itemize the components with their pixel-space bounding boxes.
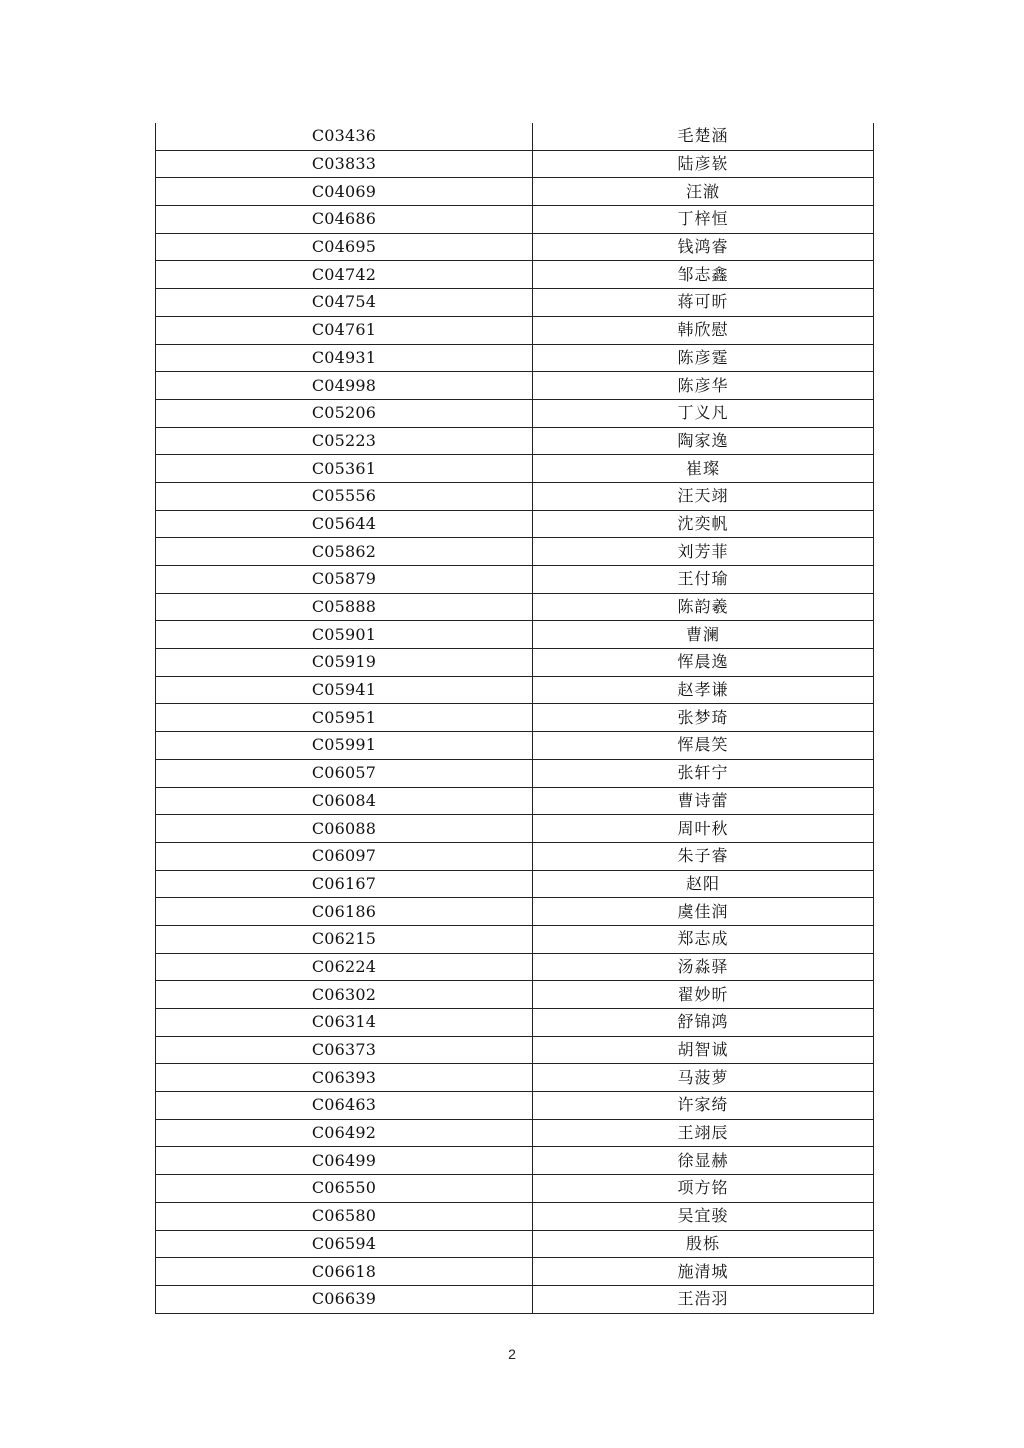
candidate-id-cell: C06302 [156, 981, 533, 1009]
table-row [156, 870, 874, 898]
table-row [156, 732, 874, 760]
candidate-name-cell: 丁梓恒 [533, 206, 874, 234]
candidate-name-cell: 蒋可昕 [533, 289, 874, 317]
table-row [156, 1175, 874, 1203]
candidate-name-cell: 马菠萝 [533, 1064, 874, 1092]
table-row [156, 289, 874, 317]
table-row [156, 316, 874, 344]
candidate-name-cell: 郑志成 [533, 925, 874, 953]
candidate-id-cell: C05879 [156, 566, 533, 594]
candidate-id-cell: C06393 [156, 1064, 533, 1092]
candidate-id-cell: C06097 [156, 842, 533, 870]
candidate-id-cell: C05901 [156, 621, 533, 649]
table-row [156, 621, 874, 649]
candidate-name-cell: 曹澜 [533, 621, 874, 649]
candidate-id-cell: C06499 [156, 1147, 533, 1175]
table-row [156, 1119, 874, 1147]
candidate-id-cell: C04931 [156, 344, 533, 372]
candidate-id-cell: C06314 [156, 1009, 533, 1037]
candidate-name-cell: 吴宜骏 [533, 1202, 874, 1230]
table-row [156, 1258, 874, 1286]
candidate-id-cell: C05206 [156, 399, 533, 427]
candidate-id-cell: C05862 [156, 538, 533, 566]
table-row [156, 206, 874, 234]
table-row [156, 815, 874, 843]
candidate-name-cell: 殷栎 [533, 1230, 874, 1258]
table-row [156, 150, 874, 178]
table-row [156, 538, 874, 566]
candidate-name-cell: 赵阳 [533, 870, 874, 898]
candidate-name-cell: 王付瑜 [533, 566, 874, 594]
candidate-name-cell: 陶家逸 [533, 427, 874, 455]
candidate-name-cell: 翟妙昕 [533, 981, 874, 1009]
candidate-id-cell: C04742 [156, 261, 533, 289]
candidate-id-cell: C04695 [156, 233, 533, 261]
table-row [156, 1036, 874, 1064]
table-row [156, 123, 874, 150]
candidate-name-cell: 沈奕帆 [533, 510, 874, 538]
candidate-id-cell: C06084 [156, 787, 533, 815]
candidate-name-cell: 刘芳菲 [533, 538, 874, 566]
candidate-name-cell: 周叶秋 [533, 815, 874, 843]
table-row [156, 261, 874, 289]
table-row [156, 1285, 874, 1313]
candidate-id-cell: C06580 [156, 1202, 533, 1230]
candidate-name-cell: 邹志鑫 [533, 261, 874, 289]
candidate-name-cell: 曹诗蕾 [533, 787, 874, 815]
table-row [156, 593, 874, 621]
candidate-id-cell: C06618 [156, 1258, 533, 1286]
table-row [156, 925, 874, 953]
candidate-name-cell: 王浩羽 [533, 1285, 874, 1313]
candidate-name-cell: 许家绮 [533, 1092, 874, 1120]
candidate-id-cell: C05361 [156, 455, 533, 483]
candidate-id-cell: C03436 [156, 123, 533, 150]
candidate-name-cell: 陈韵羲 [533, 593, 874, 621]
table-row [156, 427, 874, 455]
candidate-id-cell: C06224 [156, 953, 533, 981]
candidate-id-cell: C05991 [156, 732, 533, 760]
roster-table-body [156, 123, 874, 1313]
table-row [156, 344, 874, 372]
candidate-id-cell: C06186 [156, 898, 533, 926]
candidate-name-cell: 施清城 [533, 1258, 874, 1286]
candidate-id-cell: C06492 [156, 1119, 533, 1147]
table-row [156, 372, 874, 400]
candidate-id-cell: C05888 [156, 593, 533, 621]
candidate-id-cell: C06167 [156, 870, 533, 898]
candidate-id-cell: C04754 [156, 289, 533, 317]
candidate-name-cell: 恽晨逸 [533, 649, 874, 677]
table-row [156, 178, 874, 206]
candidate-id-cell: C04761 [156, 316, 533, 344]
table-row [156, 676, 874, 704]
candidate-name-cell: 钱鸿睿 [533, 233, 874, 261]
candidate-name-cell: 项方铭 [533, 1175, 874, 1203]
table-row [156, 1092, 874, 1120]
table-row [156, 704, 874, 732]
candidate-name-cell: 朱子睿 [533, 842, 874, 870]
candidate-name-cell: 毛楚涵 [533, 123, 874, 150]
table-row [156, 233, 874, 261]
candidate-id-cell: C04686 [156, 206, 533, 234]
table-row [156, 1230, 874, 1258]
candidate-name-cell: 恽晨笑 [533, 732, 874, 760]
candidate-name-cell: 陆彦嵚 [533, 150, 874, 178]
page-number: 2 [508, 1346, 516, 1362]
candidate-name-cell: 胡智诚 [533, 1036, 874, 1064]
candidate-name-cell: 丁义凡 [533, 399, 874, 427]
candidate-name-cell: 王翊辰 [533, 1119, 874, 1147]
table-row [156, 842, 874, 870]
table-row [156, 953, 874, 981]
candidate-id-cell: C06463 [156, 1092, 533, 1120]
candidate-id-cell: C05941 [156, 676, 533, 704]
table-row [156, 1009, 874, 1037]
candidate-id-cell: C05951 [156, 704, 533, 732]
candidate-name-cell: 汤淼驿 [533, 953, 874, 981]
table-row [156, 399, 874, 427]
table-row [156, 1064, 874, 1092]
candidate-id-cell: C04998 [156, 372, 533, 400]
table-row [156, 455, 874, 483]
candidate-name-cell: 陈彦华 [533, 372, 874, 400]
candidate-name-cell: 赵孝谦 [533, 676, 874, 704]
table-row [156, 510, 874, 538]
candidate-name-cell: 徐显赫 [533, 1147, 874, 1175]
candidate-id-cell: C06373 [156, 1036, 533, 1064]
candidate-id-cell: C06215 [156, 925, 533, 953]
table-row [156, 898, 874, 926]
candidate-name-cell: 舒锦鸿 [533, 1009, 874, 1037]
table-row [156, 787, 874, 815]
candidate-name-cell: 虞佳润 [533, 898, 874, 926]
table-row [156, 649, 874, 677]
candidate-name-cell: 汪天翊 [533, 482, 874, 510]
table-row [156, 981, 874, 1009]
candidate-id-cell: C06550 [156, 1175, 533, 1203]
candidate-id-cell: C06639 [156, 1285, 533, 1313]
candidate-name-cell: 韩欣慰 [533, 316, 874, 344]
candidate-name-cell: 张梦琦 [533, 704, 874, 732]
candidate-id-cell: C05644 [156, 510, 533, 538]
table-row [156, 566, 874, 594]
candidate-name-cell: 张轩宁 [533, 759, 874, 787]
table-row [156, 1147, 874, 1175]
candidate-id-cell: C04069 [156, 178, 533, 206]
table-row [156, 482, 874, 510]
candidate-id-cell: C03833 [156, 150, 533, 178]
roster-table [155, 123, 874, 1314]
candidate-id-cell: C05223 [156, 427, 533, 455]
table-row [156, 1202, 874, 1230]
candidate-name-cell: 崔璨 [533, 455, 874, 483]
candidate-id-cell: C06088 [156, 815, 533, 843]
table-row [156, 759, 874, 787]
candidate-id-cell: C06057 [156, 759, 533, 787]
candidate-name-cell: 汪澈 [533, 178, 874, 206]
candidate-name-cell: 陈彦霆 [533, 344, 874, 372]
candidate-id-cell: C05919 [156, 649, 533, 677]
candidate-id-cell: C05556 [156, 482, 533, 510]
candidate-id-cell: C06594 [156, 1230, 533, 1258]
